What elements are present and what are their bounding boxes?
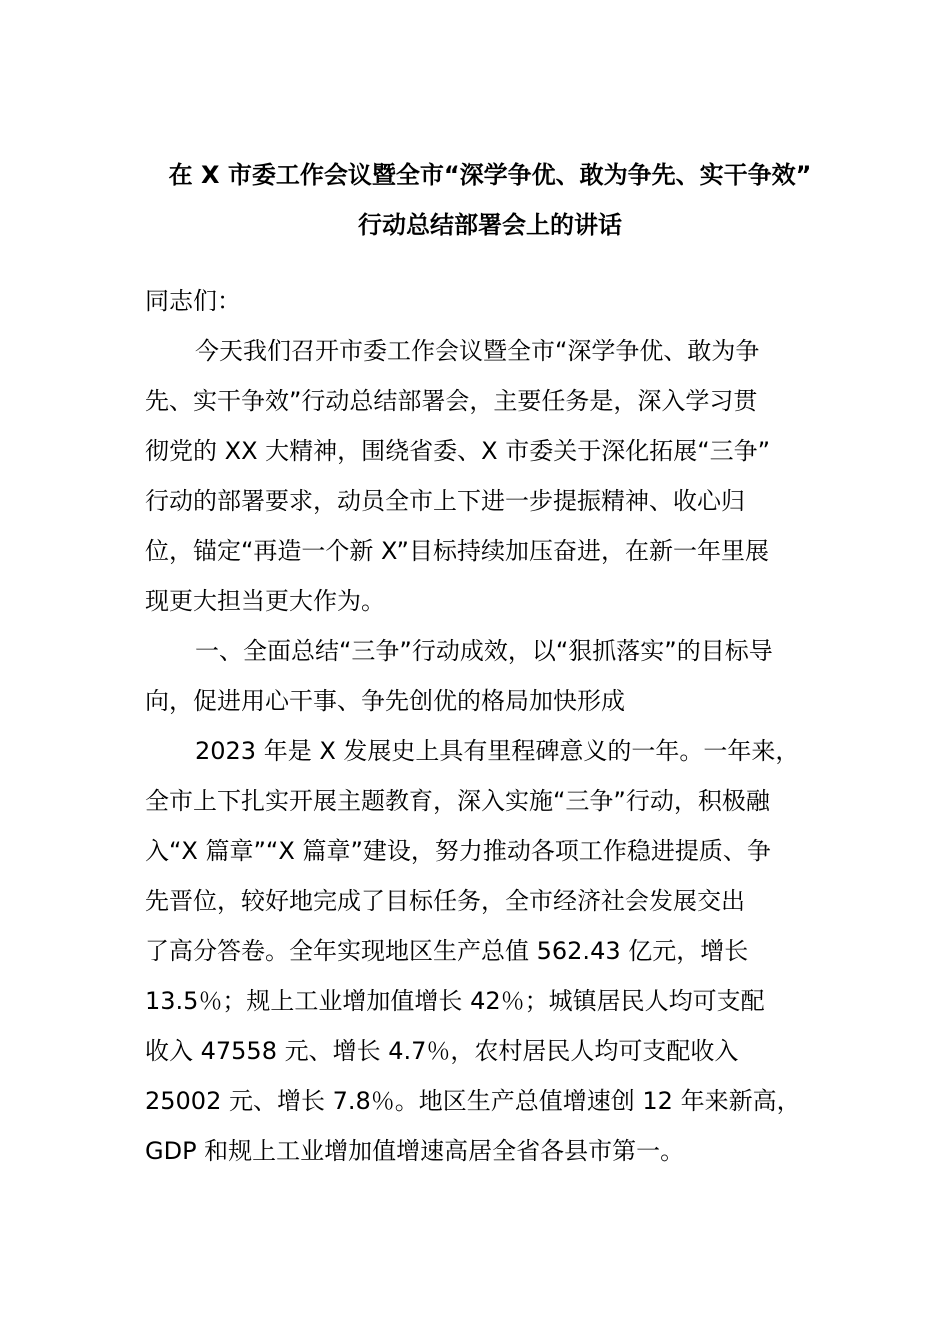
text-line: GDP 和规上工业增加值增速高居全省各县市第一。	[145, 1137, 685, 1165]
text-line: 一、全面总结“三争”行动成效，以“狠抓落实”的目标导	[195, 637, 773, 665]
paragraph-opening	[145, 326, 835, 626]
document-title	[145, 150, 835, 250]
text-line: 先、实干争效”行动总结部署会，主要任务是，深入学习贯	[145, 387, 758, 415]
text-line: 收入 47558 元、增长 4.7％，农村居民人均可支配收入	[145, 1037, 739, 1065]
text-line: 25002 元、增长 7.8％。地区生产总值增速创 12 年来新高，	[145, 1087, 801, 1115]
text-line: 行动的部署要求，动员全市上下进一步提振精神、收心归	[145, 487, 745, 515]
text-line: 2023 年是 X 发展史上具有里程碑意义的一年。一年来，	[195, 737, 800, 765]
section-heading-1	[145, 626, 835, 726]
title-line-1: 在 X 市委工作会议暨全市“深学争优、敢为争先、实干争效”	[168, 161, 812, 189]
text-line: 13.5％；规上工业增加值增长 42％；城镇居民人均可支配	[145, 987, 765, 1015]
text-line: 向，促进用心干事、争先创优的格局加快形成	[145, 687, 625, 715]
text-line: 现更大担当更大作为。	[145, 587, 385, 615]
paragraph-achievements	[145, 726, 835, 1176]
title-line-2: 行动总结部署会上的讲话	[358, 211, 622, 239]
text-line: 彻党的 XX 大精神，围绕省委、X 市委关于深化拓展“三争”	[145, 437, 771, 465]
text-line: 全市上下扎实开展主题教育，深入实施“三争”行动，积极融	[145, 787, 770, 815]
text-line: 今天我们召开市委工作会议暨全市“深学争优、敢为争	[195, 337, 760, 365]
text-line: 入“X 篇章”“X 篇章”建设，努力推动各项工作稳进提质、争	[145, 837, 771, 865]
document-page	[145, 150, 835, 1176]
salutation: 同志们：	[145, 287, 241, 315]
text-line: 位，锚定“再造一个新 X”目标持续加压奋进，在新一年里展	[145, 537, 769, 565]
text-line: 了高分答卷。全年实现地区生产总值 562.43 亿元，增长	[145, 937, 749, 965]
text-line: 先晋位，较好地完成了目标任务，全市经济社会发展交出	[145, 887, 745, 915]
